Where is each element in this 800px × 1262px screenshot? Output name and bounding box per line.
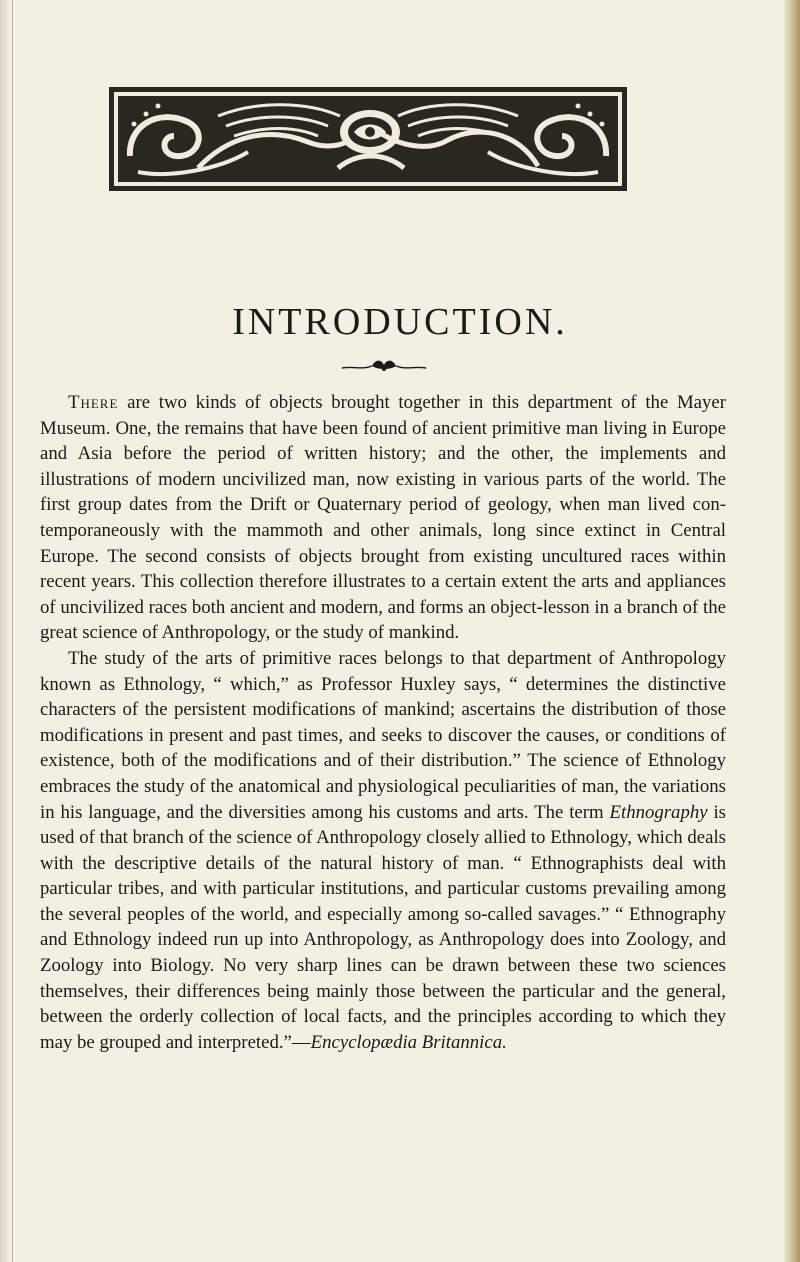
page-title: INTRODUCTION. xyxy=(232,301,568,343)
paragraph-opening-word: There xyxy=(68,392,119,413)
paragraph-text: The study of the arts of primitive races belongs to that department of Anthropology known as Ethnology, “ which,” as Professor Huxley says, “ determines the distinctive characters of the persistent modifications of mankind; ascertains the distribution of those modifications in present and past times, and seeks to discover the causes, or conditions of existence, both of the modifications and of their distribution.” The science of Ethnology embraces the study of the anatomical and physiological peculiarities of man, the variations in his language, and the diversities among his customs and arts. The term xyxy=(40,647,726,823)
italic-term: Ethnography xyxy=(609,801,708,823)
page-edge-right xyxy=(784,0,800,1262)
floral-divider-icon xyxy=(340,356,428,374)
paragraph-text: are two kinds of objects brought together in this department of the Mayer Museum. One, the remains that have been found of ancient primitive man living in Europe and Asia before the period of written history; and the other, the implements and illustrations of modern uncivilized man, now existing in various parts of the world. The first group dates from the Drift or Quaternary period of geology, when man lived contemporaneously with the mammoth and other animals, long since extinct in Central Europe. The second consists of objects brought from existing uncultured races within recent years. This collection therefore illustrates to a certain extent the arts and appliances of uncivilized races both ancient and modern, and forms an object-lesson in a branch of the great science of Anthropology, or the study of mankind. xyxy=(40,392,726,644)
body-text xyxy=(40,390,726,1055)
citation-source: Encyclopædia Britannica. xyxy=(310,1031,507,1053)
paragraph xyxy=(40,390,726,646)
page-gutter-line xyxy=(12,0,13,1262)
dragon-headpiece-icon xyxy=(108,86,628,192)
page-edge-left xyxy=(0,0,10,1262)
paragraph-text: is used of that branch of the science of Anthropology closely allied to Ethnology, which deals with the descriptive details of the natural history of man. “ Ethnographists deal with particular tribes, and with particular institutions, and particular customs prevailing among the several peoples of the world, and especially among so-called savages.” “ Ethnography and Ethnology indeed run up into Anthropology, as Anthropology does into Zoology, and Zoology into Biology. No very sharp lines can be drawn between these two sciences themselves, their differences being mainly those between the particular and the general, between the orderly collection of local facts, and the principles according to which they may be grouped and interpreted.”— xyxy=(40,801,726,1053)
paragraph xyxy=(40,646,726,1056)
